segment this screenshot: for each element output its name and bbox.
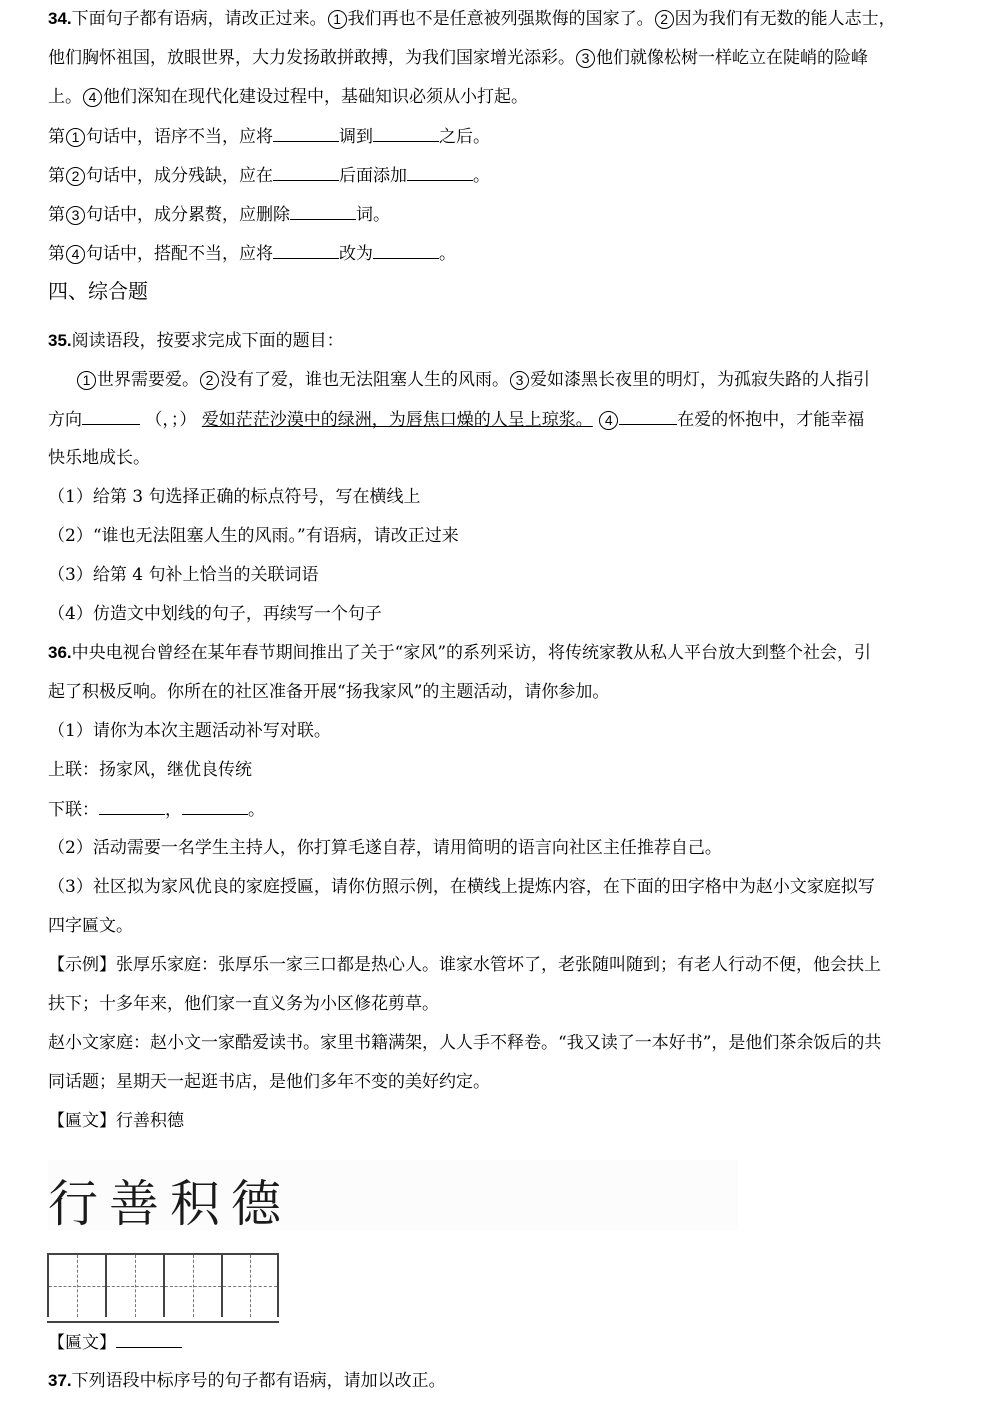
circled-number-1: 1 bbox=[328, 10, 347, 29]
plaque-answer-label: 【匾文】 bbox=[48, 1333, 116, 1353]
answer-prefix: 第 bbox=[48, 244, 65, 264]
circled-number-2: 2 bbox=[655, 10, 674, 29]
couplet-lower bbox=[48, 798, 902, 821]
q34-sentence-3b: 上。 bbox=[48, 87, 82, 107]
section-heading: 四、综合题 bbox=[48, 279, 148, 303]
q36-line-2: 起了积极反响。你所在的社区准备开展“扬我家风”的主题活动，请你参加。 bbox=[48, 682, 610, 702]
q34-line-3 bbox=[48, 86, 902, 108]
underlined-sentence: 爱如茫茫沙漠中的绿洲，为唇焦口燥的人呈上琼浆。 bbox=[201, 410, 593, 430]
circled-number-4: 4 bbox=[66, 245, 85, 264]
punctuation: 。 bbox=[248, 800, 265, 820]
punctuation: ， bbox=[165, 800, 182, 820]
passage-sentence-2: 没有了爱，谁也无法阻塞人生的风雨。 bbox=[220, 370, 509, 390]
q35-number: 35. bbox=[48, 331, 72, 350]
circled-number-3: 3 bbox=[510, 371, 529, 390]
q36-sub-3b: 四字匾文。 bbox=[48, 916, 133, 936]
answer-blank[interactable] bbox=[290, 203, 356, 220]
circled-number-3: 3 bbox=[66, 206, 85, 225]
q34-sentence-3a: 他们就像松树一样屹立在陡峭的险峰 bbox=[596, 48, 868, 68]
q36-line-1 bbox=[48, 642, 902, 664]
circled-number-1: 1 bbox=[77, 371, 96, 390]
plaque-answer-line bbox=[48, 1331, 902, 1354]
q36-sub-2: （2）活动需要一名学生主持人，你打算毛遂自荐，请用简明的语言向社区主任推荐自己。 bbox=[48, 838, 722, 858]
grid-cell[interactable] bbox=[221, 1255, 279, 1317]
circled-number-1: 1 bbox=[66, 128, 85, 147]
answer-blank[interactable] bbox=[273, 164, 339, 181]
q37-prompt: 下列语段中标序号的句子都有语病，请加以改正。 bbox=[71, 1371, 446, 1391]
answer-prefix: 第 bbox=[48, 127, 65, 147]
q34-answer-3 bbox=[48, 203, 902, 226]
circled-number-2: 2 bbox=[200, 371, 219, 390]
plaque-example: 【匾文】行善积德 bbox=[48, 1111, 184, 1131]
q36-number: 36. bbox=[48, 643, 72, 662]
answer-blank[interactable] bbox=[373, 242, 439, 259]
plaque-answer-blank[interactable] bbox=[116, 1331, 182, 1348]
q35-sub-3: （3）给第 4 句补上恰当的关联词语 bbox=[48, 565, 319, 585]
answer-text: 调到 bbox=[339, 127, 373, 147]
example-line-1: 【示例】张厚乐家庭：张厚乐一家三口都是热心人。谁家水管坏了，老张随叫随到；有老人行动不便，他会扶上 bbox=[48, 955, 881, 975]
q34-answer-4 bbox=[48, 242, 902, 265]
plaque-characters: 行善积德 bbox=[48, 1175, 292, 1233]
circled-number-2: 2 bbox=[66, 167, 85, 186]
q34-answer-2 bbox=[48, 164, 902, 187]
answer-text: 。 bbox=[473, 166, 490, 186]
q34-answer-1 bbox=[48, 125, 902, 148]
passage-sentence-1: 世界需要爱。 bbox=[97, 370, 199, 390]
answer-text: 之后。 bbox=[439, 127, 490, 147]
answer-text: 句话中，搭配不当，应将 bbox=[86, 244, 273, 264]
q35-intro: 阅读语段，按要求完成下面的题目： bbox=[71, 331, 344, 351]
q34-sentence-4: 他们深知在现代化建设过程中，基础知识必须从小打起。 bbox=[103, 87, 528, 107]
conjunction-blank[interactable] bbox=[619, 408, 677, 425]
q35-sub-4: （4）仿造文中划线的句子，再续写一个句子 bbox=[48, 604, 382, 624]
q35-sub-2: （2）“谁也无法阻塞人生的风雨。”有语病，请改正过来 bbox=[48, 526, 459, 546]
answer-text: 句话中，语序不当，应将 bbox=[86, 127, 273, 147]
couplet-blank[interactable] bbox=[99, 798, 165, 815]
passage-sentence-3b: 方向 bbox=[48, 410, 82, 430]
passage-sentence-4: 在爱的怀抱中，才能幸福 bbox=[677, 410, 865, 430]
couplet-upper: 上联：扬家风，继优良传统 bbox=[48, 760, 252, 780]
tianzi-grid[interactable] bbox=[47, 1253, 279, 1323]
punctuation-blank[interactable] bbox=[82, 408, 140, 425]
plaque-calligraphy-image bbox=[48, 1160, 738, 1233]
zhao-line-2: 同话题；星期天一起逛书店，是他们多年不变的美好约定。 bbox=[48, 1072, 490, 1092]
grid-cell[interactable] bbox=[163, 1255, 221, 1317]
zhao-line-1: 赵小文家庭：赵小文一家酷爱读书。家里书籍满架，人人手不释卷。“我又读了一本好书”，是他们茶余饭后的共 bbox=[48, 1033, 882, 1053]
q37-line bbox=[48, 1370, 902, 1392]
answer-prefix: 第 bbox=[48, 205, 65, 225]
q35-passage-line-2 bbox=[48, 408, 902, 431]
answer-text: 。 bbox=[439, 244, 456, 264]
q34-sentence-1: 我们再也不是任意被列强欺侮的国家了。 bbox=[347, 9, 654, 29]
answer-text: 词。 bbox=[356, 205, 390, 225]
answer-blank[interactable] bbox=[373, 125, 439, 142]
q36-prompt: 中央电视台曾经在某年春节期间推出了关于“家风”的系列采访，将传统家教从私人平台放大到整个社会，引 bbox=[71, 643, 872, 663]
q35-intro-line bbox=[48, 330, 902, 352]
answer-blank[interactable] bbox=[273, 242, 339, 259]
answer-prefix: 第 bbox=[48, 166, 65, 186]
circled-number-3: 3 bbox=[576, 49, 595, 68]
q36-sub-1: （1）请你为本次主题活动补写对联。 bbox=[48, 721, 331, 741]
answer-text: 后面添加 bbox=[339, 166, 407, 186]
q34-sentence-2b: 他们胸怀祖国，放眼世界，大力发扬敢拼敢搏，为我们国家增光添彩。 bbox=[48, 48, 575, 68]
q34-line-1 bbox=[48, 8, 902, 30]
passage-sentence-3a: 爱如漆黑长夜里的明灯，为孤寂失路的人指引 bbox=[530, 370, 870, 390]
grid-cell[interactable] bbox=[105, 1255, 163, 1317]
q35-sub-1: （1）给第 3 句选择正确的标点符号，写在横线上 bbox=[48, 487, 421, 507]
example-line-2: 扶下；十多年来，他们家一直义务为小区修花剪草。 bbox=[48, 994, 439, 1014]
q37-number: 37. bbox=[48, 1371, 72, 1390]
grid-cell[interactable] bbox=[47, 1255, 105, 1317]
q35-passage-line-3: 快乐地成长。 bbox=[48, 448, 150, 468]
circled-number-4: 4 bbox=[599, 411, 618, 430]
answer-blank[interactable] bbox=[273, 125, 339, 142]
q36-sub-3a: （3）社区拟为家风优良的家庭授匾，请你仿照示例，在横线上提炼内容，在下面的田字格中为赵小文家庭拟写 bbox=[48, 877, 875, 897]
answer-text: 句话中，成分累赘，应删除 bbox=[86, 205, 290, 225]
answer-blank[interactable] bbox=[407, 164, 473, 181]
circled-number-4: 4 bbox=[83, 88, 102, 107]
answer-text: 改为 bbox=[339, 244, 373, 264]
q34-prompt: 下面句子都有语病，请改正过来。 bbox=[71, 9, 327, 29]
q34-sentence-2a: 因为我们有无数的能人志士， bbox=[674, 9, 896, 29]
q34-number: 34. bbox=[48, 9, 72, 28]
answer-text: 句话中，成分残缺，应在 bbox=[86, 166, 273, 186]
couplet-lower-label: 下联： bbox=[48, 800, 99, 820]
q34-line-2 bbox=[48, 47, 902, 69]
q35-passage-line-1 bbox=[48, 369, 902, 391]
punctuation-options: （，；） bbox=[145, 410, 197, 430]
couplet-blank[interactable] bbox=[182, 798, 248, 815]
